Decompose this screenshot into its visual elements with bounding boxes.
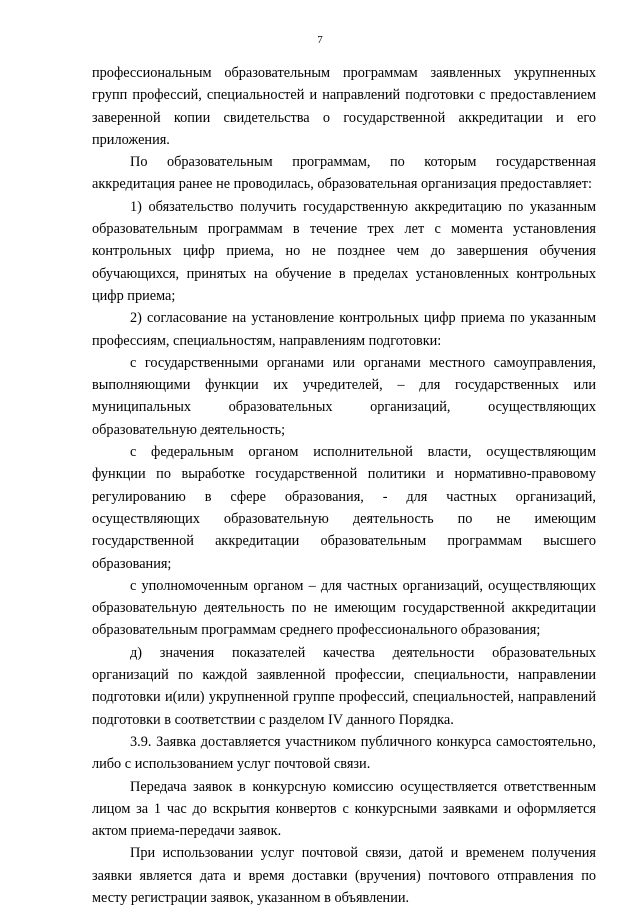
paragraph: 3.9. Заявка доставляется участником публичного конкурса самостоятельно, либо с использованием услуг почтовой связи.	[92, 733, 596, 773]
paragraph: д) значения показателей качества деятельности образовательных организаций по каждой заявленной профессии, специальности, направлении подготовки и(или) укрупненной группе профессий, специальностей, направлений подготовки в соответствии с разделом IV данного Порядка.	[92, 644, 596, 728]
paragraph: При использовании услуг почтовой связи, датой и временем получения заявки является дата и время доставки (вручения) почтового отправления по месту регистрации заявок, указанном в объявлении.	[92, 845, 596, 906]
document-body	[92, 62, 596, 909]
page-number: 7	[317, 34, 323, 46]
paragraph: с государственными органами или органами местного самоуправления, выполняющими функции их учредителей, – для государственных или муниципальных образовательных организаций, осуществляющих образовательную деятельность;	[92, 354, 596, 438]
paragraph: с уполномоченным органом – для частных организаций, осуществляющих образовательную деятельность по не имеющим государственной аккредитации образовательным программам среднего профессионального образования;	[92, 577, 596, 639]
paragraph: профессиональным образовательным программам заявленных укрупненных групп профессий, специальностей и направлений подготовки с предоставлением заверенной копии свидетельства о государственной аккредитации и его приложения.	[92, 65, 596, 148]
paragraph: с федеральным органом исполнительной власти, осуществляющим функции по выработке государственной политики и нормативно-правовому регулированию в сфере образования, - для частных организаций, осуществляющих образовательную деятельность по не имеющим государственной аккредитации образовательным программам высшего образования;	[92, 444, 596, 572]
paragraph: 2) согласование на установление контрольных цифр приема по указанным профессиям, специальностям, направлениям подготовки:	[92, 310, 596, 349]
paragraph: Передача заявок в конкурсную комиссию осуществляется ответственным лицом за 1 час до вскрытия конвертов с конкурсными заявками и оформляется актом приема-передачи заявок.	[92, 778, 596, 840]
paragraph: По образовательным программам, по которым государственная аккредитация ранее не проводилась, образовательная организация предоставляет:	[92, 154, 596, 193]
paragraph: 1) обязательство получить государственную аккредитацию по указанным образовательным программам в течение трех лет с момента установления контрольных цифр приема, но не позднее чем до завершения обучения обучающихся, принятых на обучение в пределах установленных контрольных цифр приема;	[92, 198, 596, 304]
